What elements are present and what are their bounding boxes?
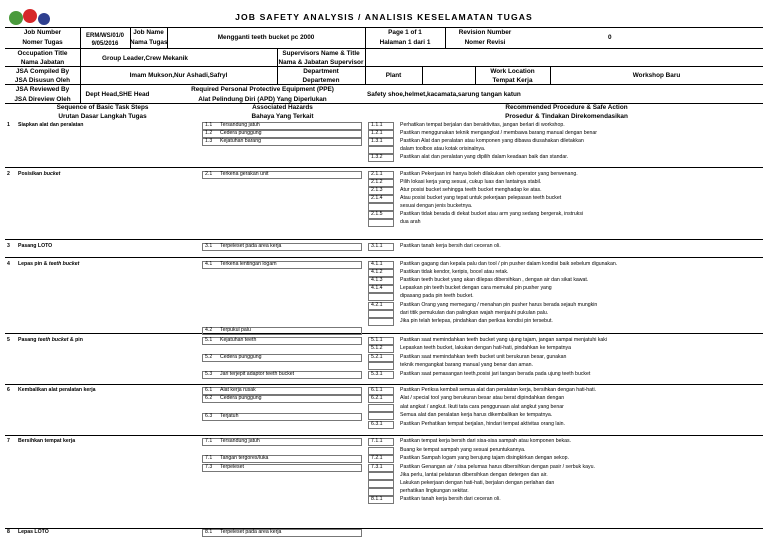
department-value: Plant [385,72,402,79]
hazard-text: Tersandung jatuh [220,438,260,444]
procedure-text: Lepaskan teeth bucket, lakukan dengan hati-hati, pindahkan ke tempatnya [400,345,572,351]
hazards-header: Associated Hazards [252,104,313,111]
reviewed-label-id: JSA Direview Oleh [14,96,71,103]
procedure-number: 6.2.1 [371,395,383,401]
reviewed-value: Dept Head,SHE Head [85,91,150,98]
job-number-label: Job Number [23,29,62,36]
procedure-number-cell [368,447,394,455]
hazards-header-id: Bahaya Yang Terkait [251,113,314,120]
procedure-number: 7.2.1 [371,455,383,461]
procedure-number: 1.2.1 [371,130,383,136]
procedure-number-cell [368,203,394,211]
compiled-label: JSA Compiled By [15,68,70,75]
hazard-number: 5.1 [205,337,213,343]
hazard-number: 5.2 [205,354,213,360]
step-number: 3 [7,243,10,249]
procedure-text: teknik mengangkat barang manual yang benar dan aman. [400,362,533,368]
procedure-text: Pastikan Perhatikan tempat berjalan, hindari tempat aktivitas orang lain. [400,421,565,427]
doc-code: ERM/WS/01/0 [85,33,124,39]
procedure-number: 3.1.1 [371,243,383,249]
procedure-header: Recommended Procedure & Safe Action [505,104,628,111]
hazard-number: 4.1 [205,261,213,267]
procedure-text: Pastikan saat memindahkan teeth bucket unit berukuran besar, gunakan [400,354,567,360]
step-number: 5 [7,337,10,343]
procedure-text: Pastikan tanah kerja bersih dari ceceran oli. [400,496,501,502]
hazard-text: Terjatuh [220,413,239,419]
procedure-text: Pastikan menggunakan teknik mengangkat / membawa barang manual dengan benar [400,130,597,136]
procedure-text: Atur posisi bucket sehingga teeth bucket menghadap ke atas. [400,187,542,193]
reviewed-label: JSA Reviewed By [15,86,70,93]
supervisor-label: Supervisors Name & Title [282,50,360,57]
row-divider [5,257,763,258]
procedure-number: 1.3.1 [371,138,383,144]
step-number: 6 [7,387,10,393]
procedure-text: sesuai dengan jenis bucketnya. [400,203,473,209]
step-number: 4 [7,261,10,267]
ppe-value: Safety shoe,helmet,kacamata,sarung tangan katun [367,91,521,98]
row-divider [5,435,763,436]
hazard-text: Alat kerja rusak [220,387,256,393]
step-label: Posisikan bucket [18,171,61,177]
row-divider [5,333,763,334]
hazard-text: Kejatuhan teeth [220,337,257,343]
procedure-text: Atau posisi bucket yang tepat untuk pekerjaan pelepasan teeth bucket [400,195,562,201]
step-number: 8 [7,529,10,535]
procedure-text: Pastikan tempat kerja bersih dari sisa-sisa sampah atau komponen bekas. [400,438,571,444]
step-label: Siapkan alat dan peralatan [18,122,84,128]
procedure-number-cell [368,412,394,420]
procedure-text: Pastikan saat pemasangan teeth,posisi jari tangan berada pada ujung teeth bucket [400,371,591,377]
procedure-number: 2.1.3 [371,187,383,193]
hazard-text: Terkena gerakan unit [220,171,269,177]
hazard-text: Cedera punggung [220,354,262,360]
procedure-text: Jika perlu, lantai pelataran dibersihkan dengan detergen dan air. [400,472,548,478]
hazard-number: 2.1 [205,171,213,177]
page-label-id: Halaman 1 dari 1 [379,39,431,46]
hazard-number: 5.3 [205,371,213,377]
procedure-number: 2.1.4 [371,195,383,201]
procedure-number-cell [368,480,394,488]
hazard-text: Cedera punggung [220,130,262,136]
procedure-number-cell [368,219,394,227]
procedure-number: 4.1.1 [371,261,383,267]
compiled-label-id: JSA Disusun Oleh [14,77,71,84]
procedure-text: Buang ke tempat sampah yang sesuai peruntukannya. [400,447,526,453]
hazard-text: Terkena lentingan logam [220,261,277,267]
procedure-number: 4.1.4 [371,285,383,291]
procedure-text: dalam toolbox atau kotak orisinalnya. [400,146,486,152]
hazard-number: 7.1 [205,455,213,461]
procedure-number: 5.1.1 [371,337,383,343]
steps-header-id: Urutan Dasar Langkah Tugas [58,113,147,120]
revision-label-id: Nomer Revisi [464,39,506,46]
procedure-text: Lepaskan pin teeth bucket dengan cara memukul pin pusher yang [400,285,552,291]
procedure-text: Semua alat dan peralatan kerja harus dikembalikan ke tempatnya. [400,412,553,418]
hazard-text: Terpeleset [220,464,244,470]
procedure-text: Pastikan Periksa kembali semua alat dan peralatan kerja, bersihkan dengan hati-hati. [400,387,597,393]
hazard-text: Cedera punggung [220,395,262,401]
step-number: 2 [7,171,10,177]
step-label: Kembalikan alat peralatan kerja [18,387,96,393]
ppe-label: Required Personal Protective Equipment (PPE) [191,86,334,93]
procedure-text: perhatikan lingkungan sekitar. [400,488,469,494]
step-label: Pasang teeth bucket & pin [18,337,83,343]
procedure-number: 1.3.2 [371,154,383,160]
procedure-number: 5.3.1 [371,371,383,377]
procedure-text: Alat / special tool yang berukuran besar atau berat dipindahkan dengan [400,395,565,401]
procedure-number: 2.1.5 [371,211,383,217]
hazard-text: Terpeleset pada area kerja [220,529,282,535]
procedure-number: 6.1.1 [371,387,383,393]
hazard-text: Tangan tergores/luka [220,455,269,461]
location-value: Workshop Baru [632,72,681,79]
procedure-number-cell [368,293,394,301]
procedure-text: dua arah [400,219,421,225]
procedure-text: Jika pin telah terlepas, pindahkan dan periksa kondisi pin tersebut. [400,318,553,324]
hazard-text: Jari terjepit adaptor teeth bucket [220,371,295,377]
procedure-number: 2.1.2 [371,179,383,185]
revision-value: 0 [608,34,612,41]
procedure-number: 2.1.1 [371,171,383,177]
occupation-label-id: Nama Jabatan [20,59,65,66]
procedure-text: Pastikan teeth bucket yang akan dilepas dibersihkan , dengan air dan sikat kawat. [400,277,589,283]
location-label-id: Tempat Kerja [492,77,533,84]
step-number: 7 [7,438,10,444]
revision-label: Revision Number [458,29,512,36]
job-name-label-id: Nama Tugas [130,39,168,46]
row-divider [5,384,763,385]
procedure-number-cell [368,488,394,496]
hazard-number: 8.1 [205,529,213,535]
procedure-number: 1.1.1 [371,122,383,128]
procedure-number: 4.1.2 [371,269,383,275]
hazard-text: Terpeleset pada area kerja [220,243,282,249]
document-title: JOB SAFETY ANALYSIS / ANALISIS KESELAMATAN TUGAS [235,12,533,22]
ppe-label-id: Alat Pelindung Diri (APD) Yang Diperlukan [198,96,327,103]
hazard-number: 4.2 [205,327,213,333]
department-label-id: Departemen [302,77,340,84]
procedure-number-cell [368,146,394,154]
occupation-value: Group Leader,Crew Mekanik [102,55,188,62]
hazard-number: 1.3 [205,138,213,144]
procedure-number: 6.3.1 [371,421,383,427]
procedure-text: Pastikan tanah kerja bersih dari ceceran oli. [400,243,501,249]
procedure-text: Pastikan tidak berada di dekat bucket atau arm yang sedang bergerak, instruksi [400,211,584,217]
procedure-number: 4.2.1 [371,302,383,308]
step-label: Bersihkan tempat kerja [18,438,76,444]
hazard-number: 7.3 [205,464,213,470]
department-label: Department [303,68,339,75]
procedure-header-id: Prosedur & Tindakan Direkomendasikan [505,113,628,120]
procedure-number-cell [368,404,394,412]
procedure-text: Pastikan gagang dan kepala palu dan tool / pin pusher dalam kondisi baik sebelum digunakan. [400,261,618,267]
hazard-number: 7.1 [205,438,213,444]
procedure-number: 7.1.1 [371,438,383,444]
procedure-number: 8.1.1 [371,496,383,502]
page-label: Page 1 of 1 [388,29,422,36]
row-divider [5,528,763,529]
procedure-text: Lakukan pekerjaan dengan hati-hati, berjalan dengan perlahan dan [400,480,555,486]
procedure-text: Pastikan alat dan peralatan yang dipilih dalam keadaan baik dan standar. [400,154,569,160]
procedure-text: Pastikan tidak kendor, keripis, bocel atau retak. [400,269,509,275]
job-name-label: Job Name [133,29,164,36]
steps-header: Sequence of Basic Task Steps [56,104,149,111]
procedure-text: Pastikan Sampah logam yang berujung tajam disingkirkan dengan sekop. [400,455,569,461]
hazard-text: Kejatuhan barang [220,138,261,144]
procedure-number: 5.1.2 [371,345,383,351]
step-number: 1 [7,122,10,128]
job-name-value: Mengganti teeth bucket pc 2000 [217,34,315,41]
procedure-number-cell [368,310,394,318]
occupation-label: Occupation Title [17,50,68,57]
procedure-text: Perhatikan tempat berjalan dan beraktivitas, jangan berlari di workshop. [400,122,565,128]
hazard-text: Tersandung jatuh [220,122,260,128]
hazard-number: 3.1 [205,243,213,249]
procedure-number: 5.2.1 [371,354,383,360]
procedure-number-cell [368,472,394,480]
procedure-number: 4.1.3 [371,277,383,283]
procedure-text: Pastikan Alat dan peralatan atau komponen yang dibawa diusahakan diletakkan [400,138,584,144]
hazard-text: Terpukul palu [220,327,251,333]
procedure-text: Pilih lokasi kerja yang sesuai, cukup luas dan lantainya stabil. [400,179,542,185]
compiled-value: Imam Mukson,Nur Ashadi,Safryl [129,72,228,79]
job-number-label-id: Nomer Tugas [22,39,63,46]
doc-date: 9/05/2016 [91,41,119,47]
procedure-text: Pastikan Pekerjaan ini hanya boleh dilakukan oleh operator yang berwenang. [400,171,578,177]
procedure-number-cell [368,318,394,326]
procedure-text: dari titik pemukulan dan palingkan wajah menjauhi pukulan palu. [400,310,549,316]
procedure-text: alat angkat / angkut. Ikuti tata cara penggunaan alat angkut yang benar [400,404,564,410]
step-label: Lepas LOTO [18,529,49,535]
hazard-number: 1.1 [205,122,213,128]
procedure-text: Pastikan saat memindahkan teeth bucket yang ujung tajam, jangan sampai menjatuhi kaki [400,337,608,343]
hazard-number: 6.2 [205,395,213,401]
hazard-number: 6.1 [205,387,213,393]
procedure-text: dipasang pada pin teeth bucket. [400,293,474,299]
row-divider [5,239,763,240]
step-label: Pasang LOTO [18,243,53,249]
hazard-number: 1.2 [205,130,213,136]
procedure-text: Pastikan Genangan air / sisa pelumas harus dibersihkan dengan pasir / serbuk kayu. [400,464,595,470]
procedure-text: Pastikan Orang yang memegang / menahan pin pusher harus berada sejauh mungkin [400,302,598,308]
location-label: Work Location [490,68,535,75]
step-label: Lepas pin & teeth bucket [18,261,80,267]
hazard-number: 6.3 [205,413,213,419]
procedure-number-cell [368,362,394,370]
procedure-number: 7.3.1 [371,464,383,470]
supervisor-label-id: Nama & Jabatan Supervisor [278,59,364,66]
row-divider [5,167,763,168]
